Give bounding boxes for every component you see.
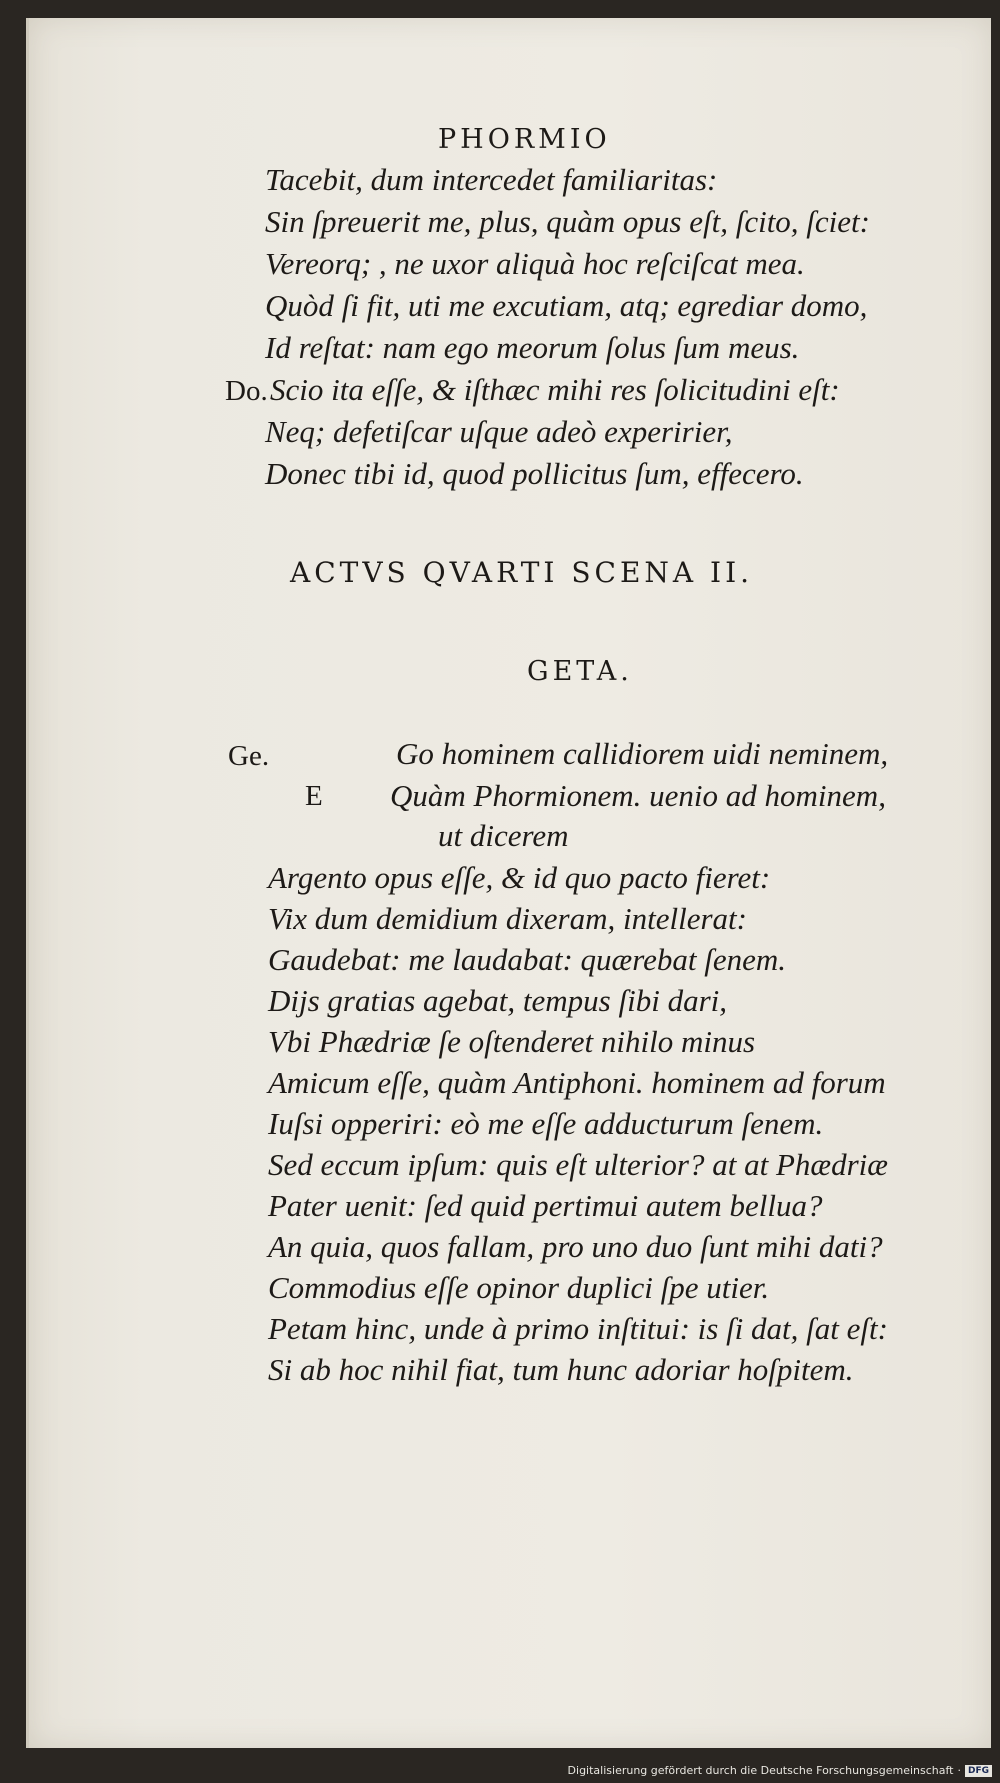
verse-line: Id reſtat: nam ego meorum ſolus ſum meus. xyxy=(265,330,800,365)
verse-line: Commodius eſſe opinor duplici ſpe utier. xyxy=(268,1270,770,1305)
verse-line: Donec tibi id, quod pollicitus ſum, effecero. xyxy=(265,456,804,491)
credit-separator: · xyxy=(957,1764,961,1777)
dfg-logo-icon: DFG xyxy=(965,1765,992,1777)
verse-line: Pater uenit: ſed quid pertimui autem bellua? xyxy=(268,1188,823,1223)
verse-line: Iuſsi opperiri: eò me eſſe adducturum ſenem. xyxy=(268,1106,824,1141)
character-heading: GETA. xyxy=(527,656,633,687)
verse-line: Vereorq; , ne uxor aliquà hoc reſciſcat mea. xyxy=(265,246,805,281)
verse-line-ge-3: ut dicerem xyxy=(438,818,569,853)
verse-line: Sin ſpreuerit me, plus, quàm opus eſt, ſcito, ſciet: xyxy=(265,204,870,239)
digitization-credit xyxy=(568,1764,992,1777)
verse-line: Quòd ſi fit, uti me excutiam, atq; egrediar domo, xyxy=(265,288,868,323)
verse-line: Neq; defetiſcar uſque adeò experirier, xyxy=(265,414,733,449)
verse-line: Vbi Phædriæ ſe oſtenderet nihilo minus xyxy=(268,1024,756,1059)
verse-line: Vix dum demidium dixeram, intellerat: xyxy=(268,901,747,936)
scene-heading: ACTVS QVARTI SCENA II. xyxy=(290,556,754,589)
verse-line-ge-2: Quàm Phormionem. uenio ad hominem, xyxy=(390,778,886,813)
running-head: PHORMIO xyxy=(438,124,611,155)
verse-line: Amicum eſſe, quàm Antiphoni. hominem ad forum xyxy=(268,1065,886,1100)
verse-line: Gaudebat: me laudabat: quærebat ſenem. xyxy=(268,942,787,977)
verse-line: Dijs gratias agebat, tempus ſibi dari, xyxy=(268,983,727,1018)
verse-line: Petam hinc, unde à primo inſtitui: is ſi dat, ſat eſt: xyxy=(268,1311,888,1346)
initial-letter: E xyxy=(305,780,323,812)
verse-line: Sed eccum ipſum: quis eſt ulterior? at at Phædriæ xyxy=(268,1147,888,1182)
verse-line: An quia, quos fallam, pro uno duo ſunt mihi dati? xyxy=(268,1229,883,1264)
speaker-ge: Ge. xyxy=(228,740,270,772)
speaker-do: Do. xyxy=(225,375,268,407)
credit-text: Digitalisierung gefördert durch die Deutsche Forschungsgemeinschaft xyxy=(567,1764,954,1777)
verse-line: Argento opus eſſe, & id quo pacto fieret: xyxy=(268,860,771,895)
verse-line-ge-1: Go hominem callidiorem uidi neminem, xyxy=(396,736,889,771)
verse-line: Si ab hoc nihil fiat, tum hunc adoriar hoſpitem. xyxy=(268,1352,854,1387)
verse-line-do: Scio ita eſſe, & iſthæc mihi res ſolicitudini eſt: xyxy=(270,372,840,407)
verse-line: Tacebit, dum intercedet familiaritas: xyxy=(265,162,718,197)
